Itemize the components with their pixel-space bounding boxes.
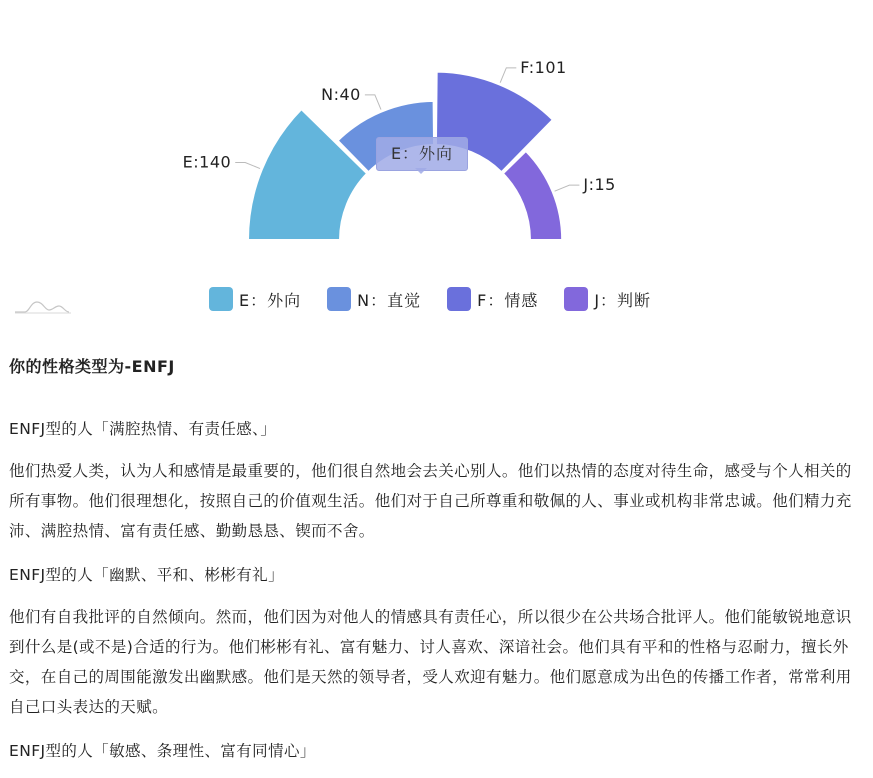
legend-label-f: F：情感 (477, 290, 539, 310)
legend-swatch-j (564, 287, 588, 311)
label-line-j (555, 185, 580, 191)
chart-tooltip-arrow (415, 168, 427, 174)
legend-item-n[interactable] (327, 287, 421, 311)
result-heading: 你的性格类型为-ENFJ (9, 357, 175, 376)
legend-label-n: N：直觉 (357, 290, 422, 310)
section-title-3: ENFJ型的人「敏感、条理性、富有同情心」 (9, 742, 316, 760)
slice-label-f: F:101 (520, 57, 567, 77)
label-line-n (365, 95, 381, 110)
legend-item-j[interactable] (564, 287, 651, 311)
slice-e[interactable] (248, 109, 367, 240)
legend-swatch-e (209, 287, 233, 311)
label-line-f (500, 68, 516, 83)
section-title-1: ENFJ型的人「满腔热情、有责任感、」 (9, 420, 277, 438)
slice-label-j: J:15 (583, 175, 616, 195)
legend-label-e: E：外向 (239, 290, 302, 310)
slice-j[interactable] (503, 151, 562, 240)
legend-label-j: J：判断 (594, 290, 652, 310)
section-body-2: 他们有自我批评的自然倾向。然而，他们因为对他人的情感具有责任心，所以很少在公共场合批评人。他们能敏锐地意识到什么是(或不是)合适的行为。他们彬彬有礼、富有魅力、讨人喜欢、深谙社会。他们具有平和的性格与忍耐力，擅长外交，在自己的周围能激发出幽默感。他们是天然的领导者，受人欢迎有魅力。他们愿意成为出色的传播工作者，常常利用自己口头表达的天赋。 (9, 608, 852, 716)
section-title-2: ENFJ型的人「幽默、平和、彬彬有礼」 (9, 566, 284, 584)
slice-label-n: N:40 (321, 84, 361, 104)
brush-tool-icon[interactable] (15, 296, 71, 316)
label-line-e (235, 162, 260, 168)
chart-legend (209, 287, 677, 311)
article (9, 350, 865, 778)
legend-swatch-n (327, 287, 351, 311)
section-body-1: 他们热爱人类，认为人和感情是最重要的，他们很自然地会去关心别人。他们以热情的态度对待生命，感受与个人相关的所有事物。他们很理想化，按照自己的价值观生活。他们对于自己所尊重和敬佩的人、事业或机构非常忠诚。他们精力充沛、满腔热情、富有责任感、勤勤恳恳、锲而不舍。 (9, 462, 852, 540)
slice-label-e: E:140 (182, 152, 232, 172)
chart-tooltip: E：外向 (376, 137, 468, 171)
legend-item-f[interactable] (447, 287, 538, 311)
legend-item-e[interactable] (209, 287, 301, 311)
legend-swatch-f (447, 287, 471, 311)
